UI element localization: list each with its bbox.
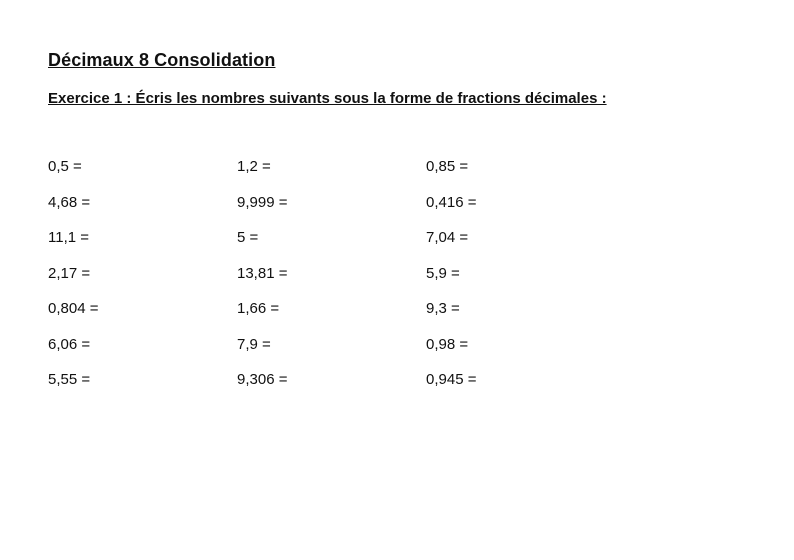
exercise-item: 13,81 = (237, 264, 288, 282)
exercise-item: 4,68 = (48, 193, 91, 211)
exercise-item: 6,06 = (48, 335, 91, 353)
exercise-item: 5,9 = (426, 264, 460, 282)
exercise-item: 7,04 = (426, 229, 469, 246)
exercise-item: 0,98 = (426, 335, 469, 353)
exercise-row (48, 158, 648, 194)
exercise-row (48, 371, 648, 407)
exercise-item: 0,804 = (48, 300, 99, 317)
exercise-row (48, 194, 648, 230)
exercise-item: 7,9 = (237, 335, 271, 353)
exercise-item: 5,55 = (48, 371, 91, 388)
exercise-row (48, 336, 648, 372)
exercise-row (48, 229, 648, 265)
exercise-item: 0,5 = (48, 158, 82, 175)
exercise-item: 0,416 = (426, 193, 477, 211)
exercise-instruction: Exercice 1 : Écris les nombres suivants sous la forme de fractions décimales : (48, 90, 607, 107)
exercise-item: 11,1 = (48, 229, 90, 246)
exercise-item: 9,999 = (237, 193, 288, 211)
exercise-item: 5 = (237, 229, 259, 246)
exercise-row (48, 300, 648, 336)
exercise-item: 9,306 = (237, 371, 288, 388)
exercise-item: 2,17 = (48, 264, 91, 282)
exercise-item: 1,66 = (237, 300, 280, 317)
page-title: Décimaux 8 Consolidation (48, 50, 276, 70)
exercise-item: 0,945 = (426, 371, 477, 388)
exercise-item: 1,2 = (237, 158, 271, 175)
exercise-grid (48, 158, 648, 407)
exercise-item: 0,85 = (426, 158, 469, 175)
exercise-item: 9,3 = (426, 300, 460, 317)
exercise-row (48, 265, 648, 301)
